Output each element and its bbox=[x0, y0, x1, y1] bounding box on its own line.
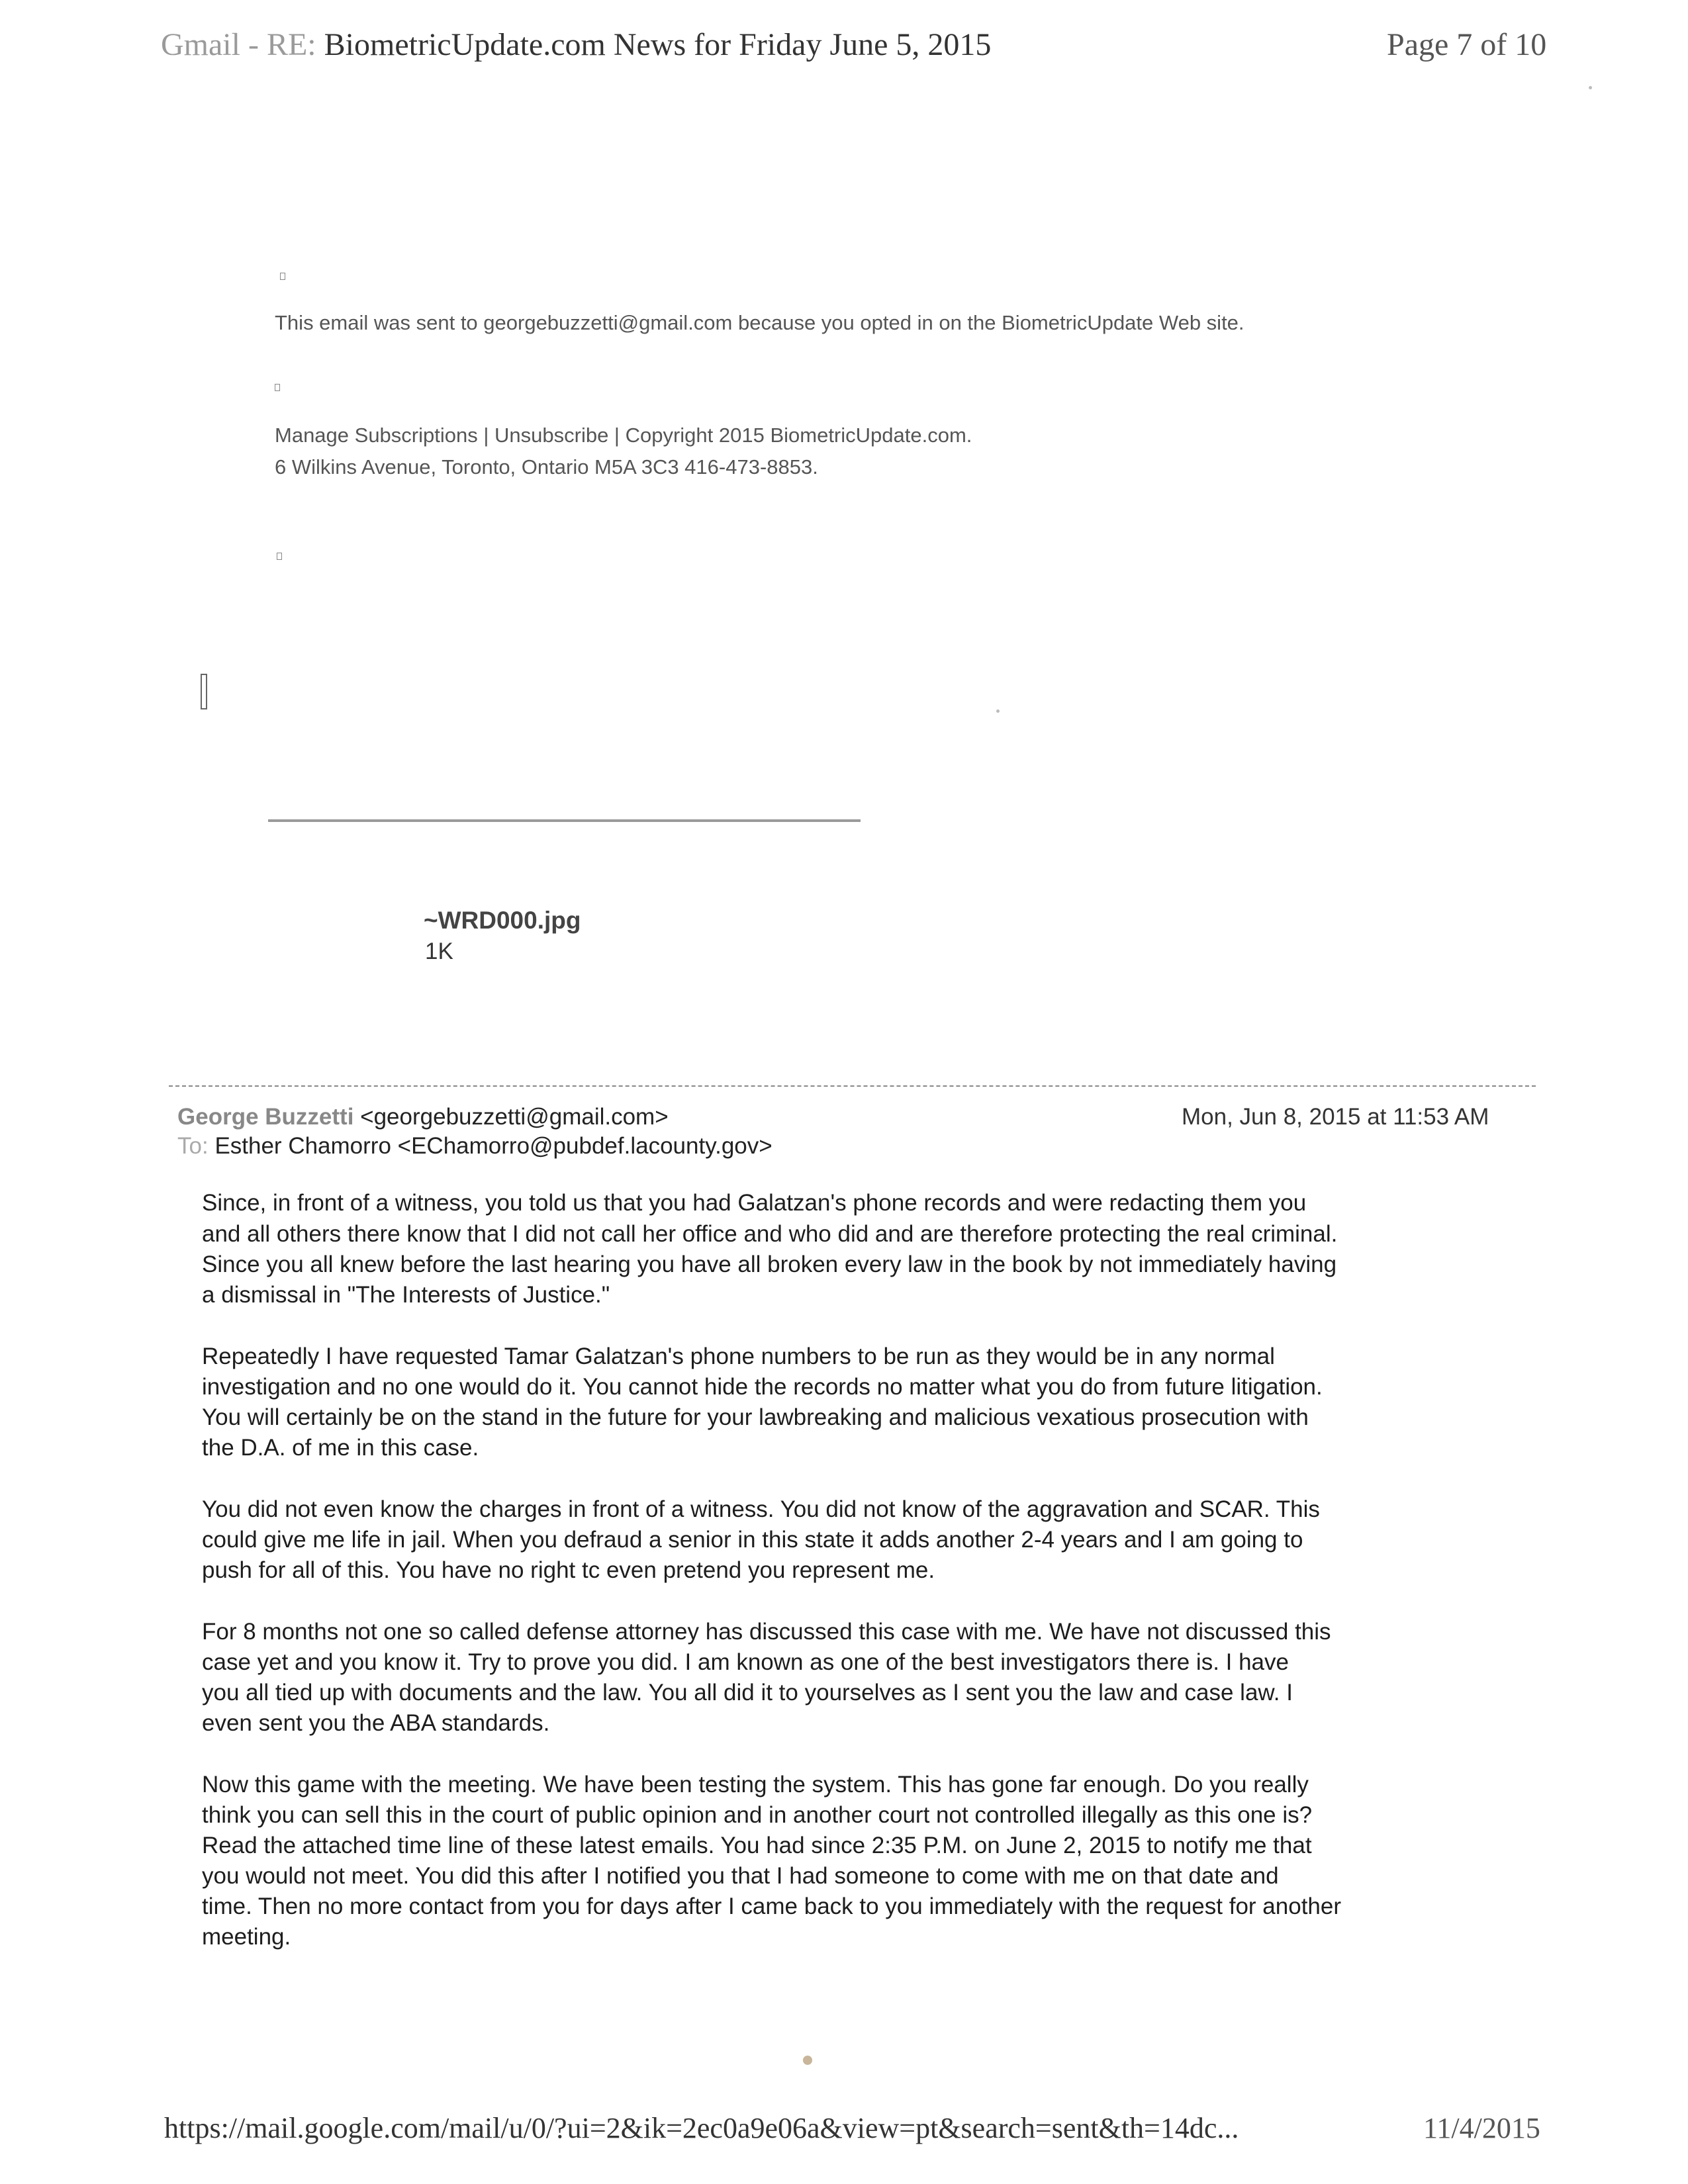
page-number: Page 7 of 10 bbox=[1387, 27, 1547, 62]
body-line: think you can sell this in the court of public opinion and in another court not controlled illegally as this one is? bbox=[202, 1802, 1313, 1828]
body-line: For 8 months not one so called defense attorney has discussed this case with me. We have not discussed this bbox=[202, 1619, 1331, 1645]
page-header-title bbox=[161, 26, 991, 63]
body-line: the D.A. of me in this case. bbox=[202, 1435, 479, 1461]
body-line: could give me life in jail. When you defraud a senior in this state it adds another 2-4 years and I am going to bbox=[202, 1527, 1303, 1553]
image-placeholder-icon bbox=[275, 384, 280, 391]
body-line: investigation and no one would do it. You cannot hide the records no matter what you do from future litigation. bbox=[202, 1374, 1323, 1400]
image-placeholder-icon bbox=[280, 273, 285, 280]
body-line: Repeatedly I have requested Tamar Galatzan's phone numbers to be run as they would be in any normal bbox=[202, 1343, 1275, 1369]
message-date: Mon, Jun 8, 2015 at 11:53 AM bbox=[1182, 1104, 1489, 1130]
scan-speck bbox=[996, 709, 1000, 713]
attachment-divider bbox=[268, 819, 861, 822]
recipient: Esther Chamorro <EChamorro@pubdef.lacounty.gov> bbox=[214, 1133, 773, 1159]
to-label: To: bbox=[177, 1133, 209, 1159]
optin-notice: This email was sent to georgebuzzetti@gmail.com because you opted in on the BiometricUpdate Web site. bbox=[275, 311, 1244, 334]
sender-address: 6 Wilkins Avenue, Toronto, Ontario M5A 3C3 416-473-8853. bbox=[275, 455, 818, 478]
message-divider bbox=[169, 1085, 1536, 1087]
body-line: Now this game with the meeting. We have been testing the system. This has gone far enough. Do you really bbox=[202, 1772, 1309, 1797]
body-line: a dismissal in "The Interests of Justice." bbox=[202, 1282, 610, 1308]
message-from bbox=[177, 1104, 669, 1130]
attachment-size: 1K bbox=[425, 938, 453, 964]
scan-speck bbox=[1589, 86, 1592, 89]
body-line: Read the attached time line of these latest emails. You had since 2:35 P.M. on June 2, 2015 to notify me that bbox=[202, 1833, 1312, 1858]
body-line: even sent you the ABA standards. bbox=[202, 1710, 550, 1736]
body-line: Since you all knew before the last hearing you have all broken every law in the book by not immediately having bbox=[202, 1251, 1337, 1277]
body-line: you all tied up with documents and the law. You all did it to yourselves as I sent you the law and case law. I bbox=[202, 1680, 1293, 1706]
broken-image-icon bbox=[201, 674, 207, 709]
body-line: case yet and you know it. Try to prove you did. I am known as one of the best investigators there is. I have bbox=[202, 1649, 1289, 1675]
print-footer-date: 11/4/2015 bbox=[1423, 2112, 1540, 2144]
body-line: push for all of this. You have no right tc even pretend you represent me. bbox=[202, 1557, 935, 1583]
subscription-links[interactable]: Manage Subscriptions | Unsubscribe | Copyright 2015 BiometricUpdate.com. bbox=[275, 424, 972, 447]
body-line: You did not even know the charges in front of a witness. You did not know of the aggravation and SCAR. This bbox=[202, 1496, 1320, 1522]
header-title-main: BiometricUpdate.com News for Friday June 5, 2015 bbox=[324, 27, 992, 62]
print-footer-url: https://mail.google.com/mail/u/0/?ui=2&ik=2ec0a9e06a&view=pt&search=sent&th=14dc... bbox=[164, 2112, 1239, 2144]
sender-name: George Buzzetti bbox=[177, 1104, 354, 1130]
body-line: You will certainly be on the stand in the future for your lawbreaking and malicious vexatious prosecution with bbox=[202, 1404, 1309, 1430]
scan-speck bbox=[803, 2056, 812, 2065]
attachment-filename[interactable]: ~WRD000.jpg bbox=[424, 907, 581, 934]
body-line: meeting. bbox=[202, 1924, 291, 1950]
image-placeholder-icon bbox=[277, 553, 282, 560]
sender-email: <georgebuzzetti@gmail.com> bbox=[360, 1104, 669, 1130]
message-to bbox=[177, 1133, 773, 1160]
header-title-prefix: Gmail - RE: bbox=[161, 27, 324, 62]
body-line: Since, in front of a witness, you told us that you had Galatzan's phone records and were redacting them you bbox=[202, 1190, 1307, 1216]
body-line: and all others there know that I did not call her office and who did and are therefore protecting the real criminal. bbox=[202, 1221, 1338, 1247]
body-line: time. Then no more contact from you for days after I came back to you immediately with the request for another bbox=[202, 1893, 1341, 1919]
body-line: you would not meet. You did this after I notified you that I had someone to come with me on that date and bbox=[202, 1863, 1279, 1889]
